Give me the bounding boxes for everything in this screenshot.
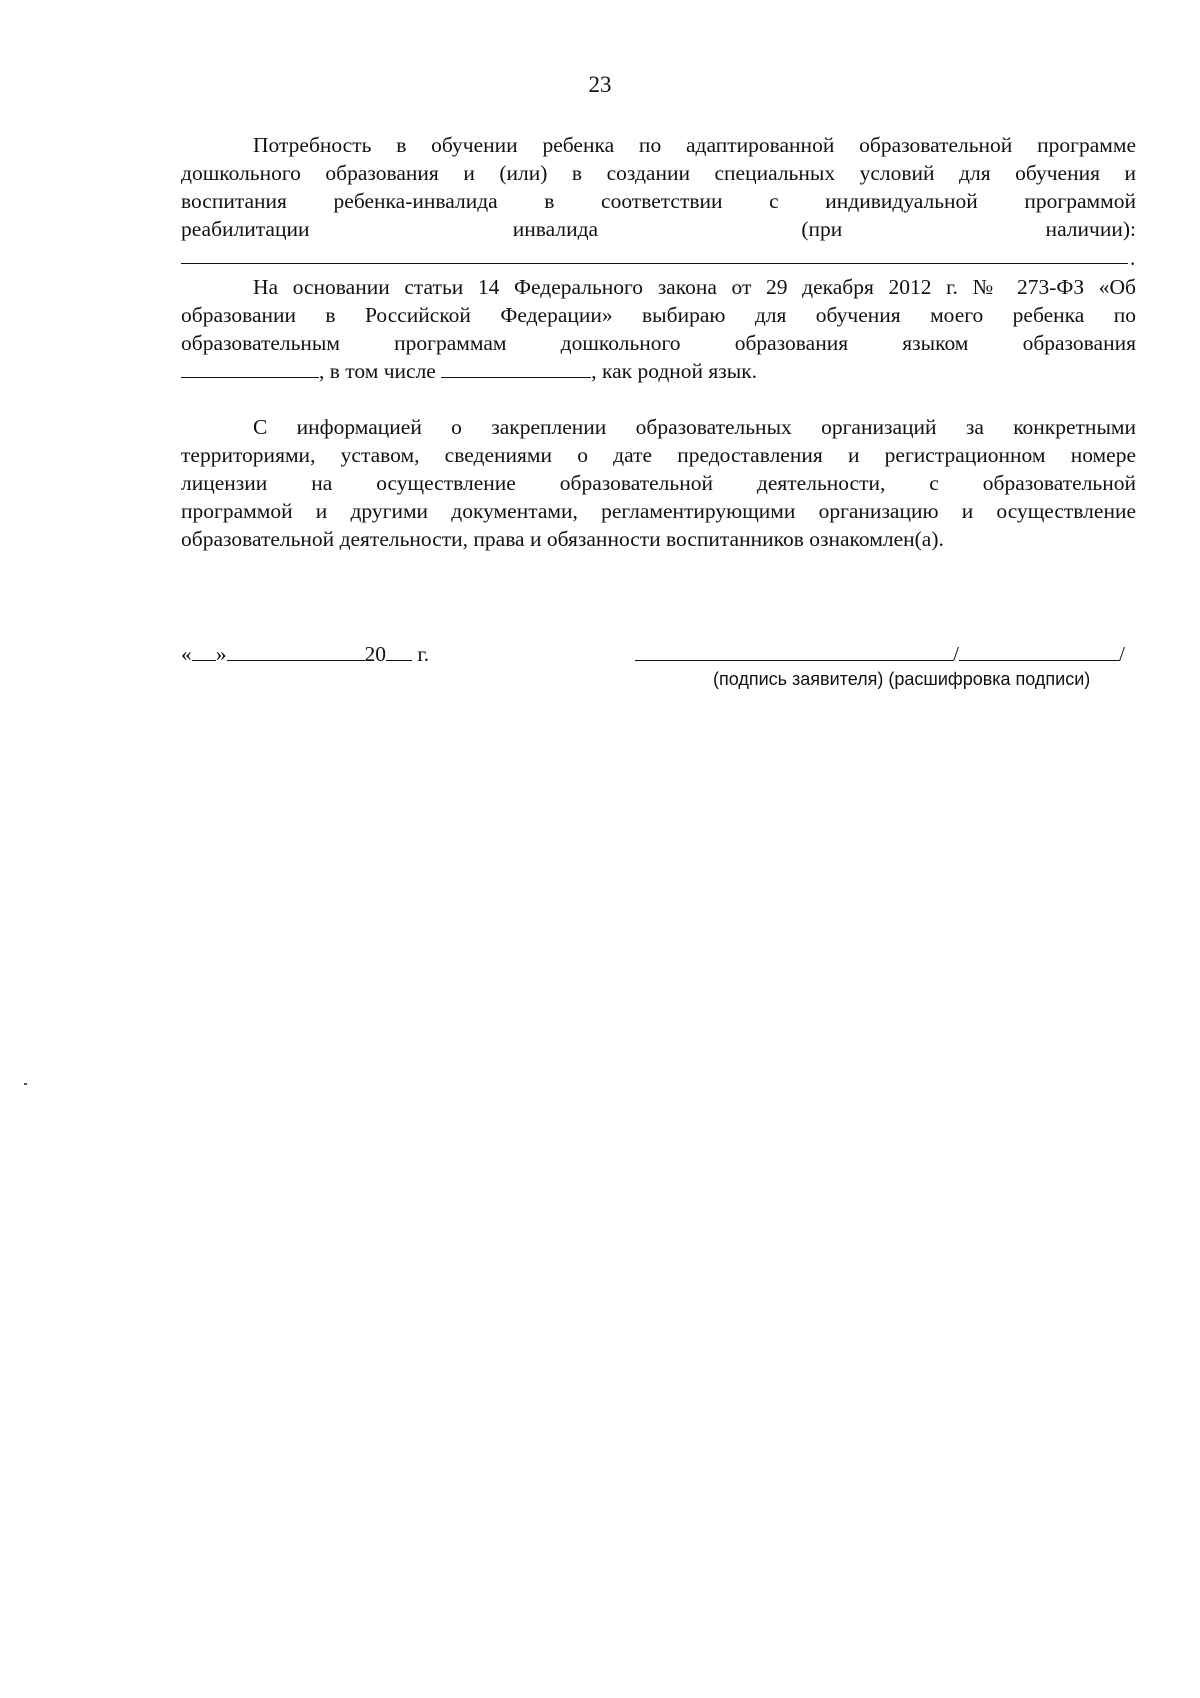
fill-in-line-rehabilitation <box>181 263 1128 264</box>
text-line: программой и другими документами, регламентирующими организацию и осуществление <box>181 499 1136 523</box>
signature-caption: (подпись заявителя) (расшифровка подписи) <box>713 669 1091 689</box>
date-field <box>181 640 429 667</box>
text-line: образовательным программам дошкольного образования языком образования <box>181 331 1136 355</box>
year-suffix: г. <box>417 642 430 666</box>
text-line: образовании в Российской Федерации» выбираю для обучения моего ребенка по <box>181 303 1136 327</box>
quote-open: « <box>181 642 192 666</box>
month-blank <box>227 640 365 661</box>
separator: / <box>1118 642 1125 666</box>
scan-speck <box>24 1083 27 1085</box>
text-line: На основании статьи 14 Федерального закона от 29 декабря 2012 г. № 273-ФЗ «Об <box>253 275 1136 299</box>
text-line: лицензии на осуществление образовательной деятельности, с образовательной <box>181 471 1136 495</box>
paragraph-special-needs <box>181 131 1136 243</box>
day-blank <box>192 640 216 661</box>
separator: / <box>953 642 959 666</box>
text-line: дошкольного образования и (или) в создании специальных условий для обучения и <box>181 161 1136 185</box>
education-language-blank <box>181 357 319 378</box>
year-prefix: 20 <box>364 642 386 666</box>
including-label: , в том числе <box>319 359 436 383</box>
signature-field <box>635 640 1125 667</box>
text-line: образовательной деятельности, права и обязанности воспитанников ознакомлен(а). <box>181 527 944 551</box>
signature-transcript-blank <box>959 640 1119 661</box>
year-blank <box>386 640 412 661</box>
text-line: С информацией о закреплении образовательных организаций за конкретными <box>253 415 1136 439</box>
text-line: территориями, уставом, сведениями о дате предоставления и регистрационном номере <box>181 443 1136 467</box>
page-number: 23 <box>588 72 612 97</box>
paragraph-language-choice <box>181 273 1136 385</box>
native-language-label: , как родной язык. <box>591 359 758 383</box>
text-line: Потребность в обучении ребенка по адаптированной образовательной программе <box>253 133 1136 157</box>
quote-close: » <box>215 642 227 666</box>
fill-in-line-end-mark: . <box>1130 246 1136 270</box>
native-language-blank <box>441 357 591 378</box>
signature-blank <box>635 640 953 661</box>
text-line: реабилитации инвалида (при наличии): <box>181 217 1136 241</box>
text-line: воспитания ребенка-инвалида в соответствии с индивидуальной программой <box>181 189 1136 213</box>
paragraph-acknowledgement <box>181 413 1136 553</box>
text-line-language-blanks <box>181 357 1136 385</box>
